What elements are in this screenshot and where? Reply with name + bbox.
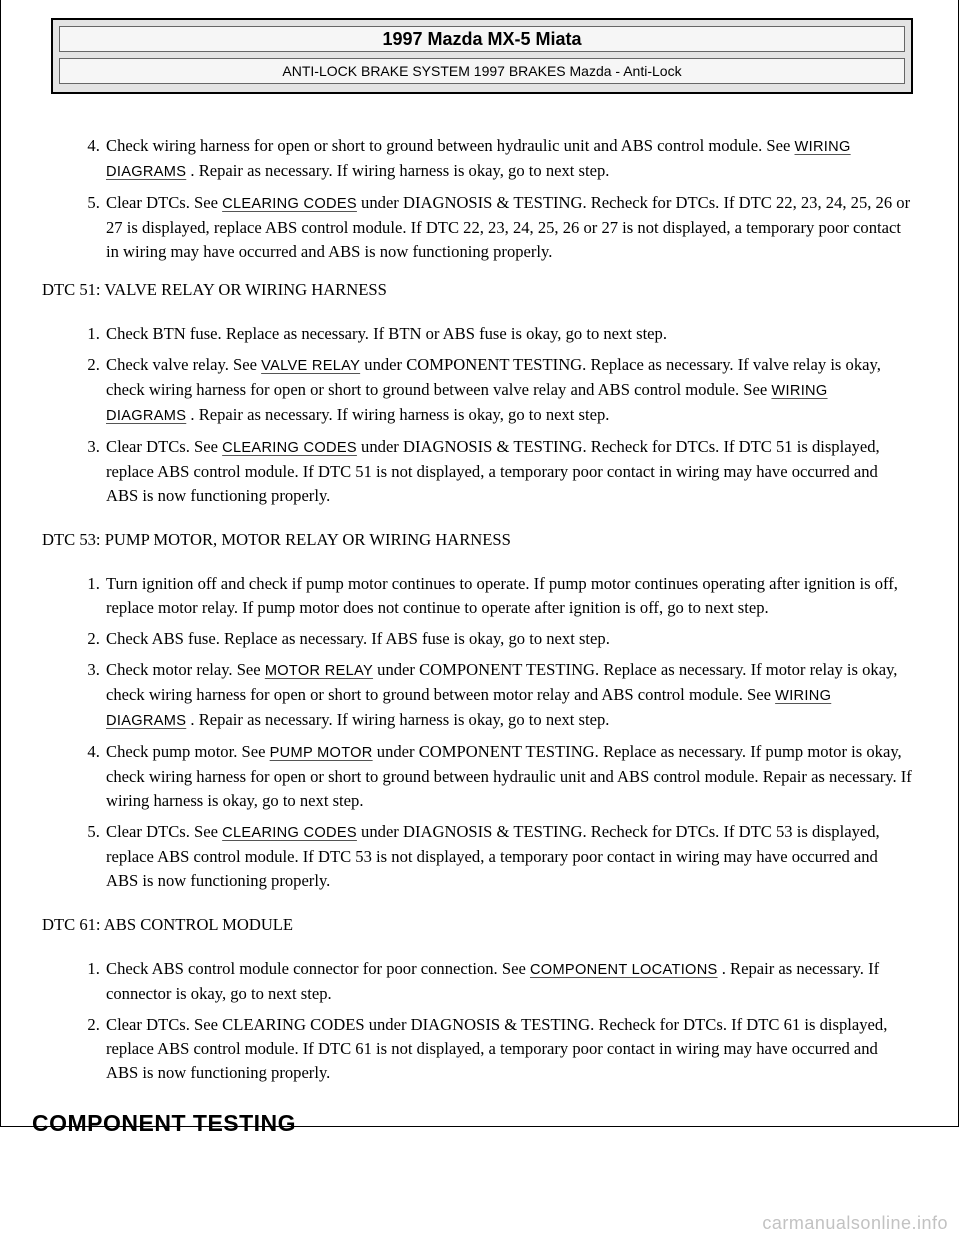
list-item: 1. Check BTN fuse. Replace as necessary. If BTN or ABS fuse is okay, go to next step. — [104, 322, 912, 346]
document-subtitle: ANTI-LOCK BRAKE SYSTEM 1997 BRAKES Mazda - Anti-Lock — [59, 58, 905, 84]
list-item: 2. Check ABS fuse. Replace as necessary. If ABS fuse is okay, go to next step. — [104, 627, 912, 651]
list-item: 1. Check ABS control module connector for poor connection. See COMPONENT LOCATIONS . Repair as necessary. If connector is okay, go to next step. — [104, 957, 912, 1006]
component-testing-heading: COMPONENT TESTING — [32, 1110, 297, 1136]
clearing-codes-link[interactable]: CLEARING CODES — [222, 440, 357, 456]
dtc51-steps-list — [42, 322, 912, 508]
intro-steps-list — [42, 134, 912, 264]
document-header — [51, 18, 913, 94]
dtc51-heading: DTC 51: VALVE RELAY OR WIRING HARNESS — [42, 280, 387, 299]
component-locations-link[interactable]: COMPONENT LOCATIONS — [529, 962, 718, 978]
list-item: 3. Clear DTCs. See CLEARING CODES under DIAGNOSIS & TESTING. Recheck for DTCs. If DTC 51 is displayed, replace ABS control module. If DTC 51 is not displayed, a temporary poor contact in wiring may have occurred and ABS is now functioning properly. — [104, 435, 912, 508]
clearing-codes-link[interactable]: CLEARING CODES — [222, 825, 357, 841]
list-item: 4. Check pump motor. See PUMP MOTOR under COMPONENT TESTING. Replace as necessary. If pump motor is okay, check wiring harness for open or short to ground between hydraulic unit and ABS control module. Repair as necessary. If wiring harness is okay, go to next step. — [104, 740, 912, 813]
page-content — [32, 134, 912, 1137]
list-item: 2. Clear DTCs. See CLEARING CODES under DIAGNOSIS & TESTING. Recheck for DTCs. If DTC 61 is displayed, replace ABS control module. If DTC 61 is not displayed, a temporary poor contact in wiring may have occurred and ABS is now functioning properly. — [104, 1013, 912, 1085]
list-item: 4. Check wiring harness for open or short to ground between hydraulic unit and ABS control module. See WIRING DIAGRAMS . Repair as necessary. If wiring harness is okay, go to next step. — [104, 134, 912, 184]
valve-relay-link[interactable]: VALVE RELAY — [261, 358, 361, 374]
pump-motor-link[interactable]: PUMP MOTOR — [269, 745, 373, 761]
wiring-diagrams-link[interactable]: WIRING DIAGRAMS — [106, 383, 828, 424]
list-item: 5. Clear DTCs. See CLEARING CODES under DIAGNOSIS & TESTING. Recheck for DTCs. If DTC 22, 23, 24, 25, 26 or 27 is displayed, replace ABS control module. If DTC 22, 23, 24, 25, 26 or 27 is not displayed, a temporary poor contact in wiring may have occurred and ABS is now functioning properly. — [104, 191, 912, 264]
dtc53-steps-list — [42, 572, 912, 893]
list-item: 3. Check motor relay. See MOTOR RELAY under COMPONENT TESTING. Replace as necessary. If motor relay is okay, check wiring harness for open or short to ground between motor relay and ABS control module. See WIRING DIAGRAMS . Repair as necessary. If wiring harness is okay, go to next step. — [104, 658, 912, 733]
document-title: 1997 Mazda MX-5 Miata — [59, 26, 905, 52]
dtc61-heading: DTC 61: ABS CONTROL MODULE — [42, 915, 294, 934]
dtc61-steps-list — [42, 957, 912, 1085]
list-item: 5. Clear DTCs. See CLEARING CODES under DIAGNOSIS & TESTING. Recheck for DTCs. If DTC 53 is displayed, replace ABS control module. If DTC 53 is not displayed, a temporary poor contact in wiring may have occurred and ABS is now functioning properly. — [104, 820, 912, 893]
clearing-codes-link[interactable]: CLEARING CODES — [222, 196, 357, 212]
motor-relay-link[interactable]: MOTOR RELAY — [264, 663, 374, 679]
dtc53-heading: DTC 53: PUMP MOTOR, MOTOR RELAY OR WIRING HARNESS — [42, 530, 511, 549]
list-item: 1. Turn ignition off and check if pump motor continues to operate. If pump motor continues operating after ignition is off, replace motor relay. If pump motor does not continue to operate after ignition is off, go to next step. — [104, 572, 912, 620]
wiring-diagrams-link[interactable]: WIRING DIAGRAMS — [106, 688, 832, 729]
watermark: carmanualsonline.info — [762, 1213, 948, 1233]
list-item: 2. Check valve relay. See VALVE RELAY under COMPONENT TESTING. Replace as necessary. If valve relay is okay, check wiring harness for open or short to ground between valve relay and ABS control module. See WIRING DIAGRAMS . Repair as necessary. If wiring harness is okay, go to next step. — [104, 353, 912, 428]
wiring-diagrams-link[interactable]: WIRING DIAGRAMS — [106, 139, 851, 180]
